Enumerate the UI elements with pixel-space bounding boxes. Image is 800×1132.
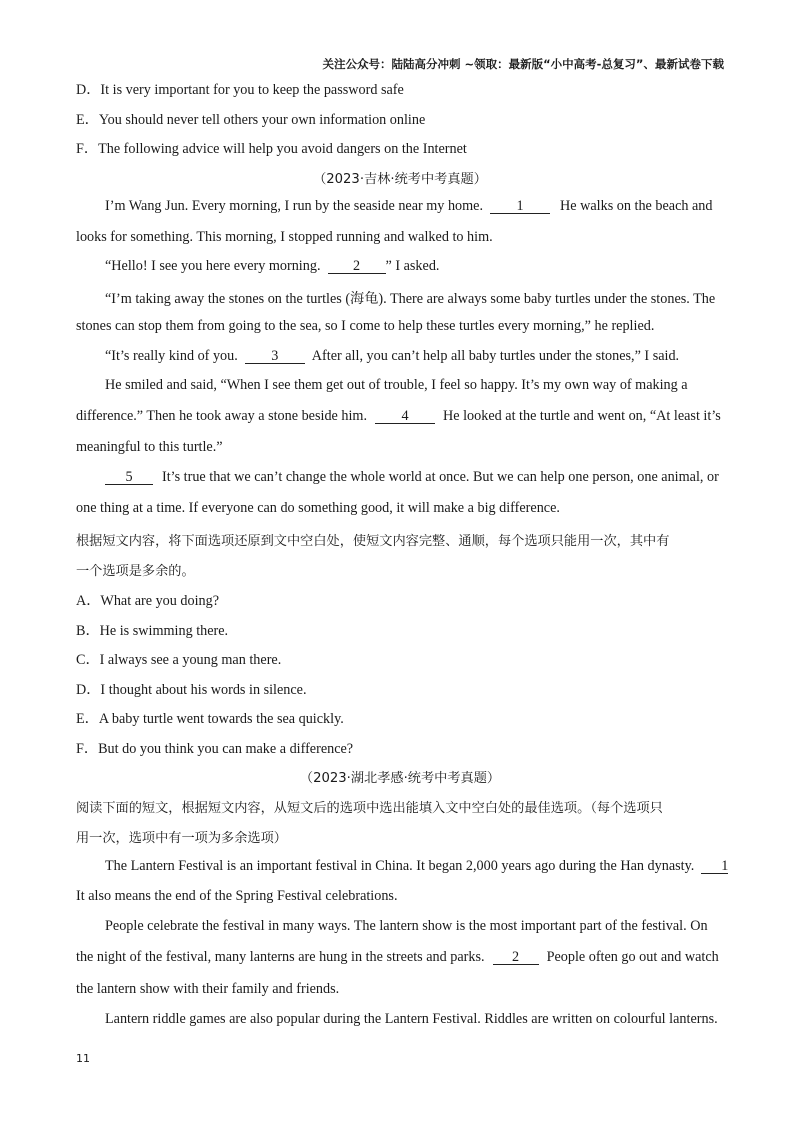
instruction-line: 根据短文内容，将下面选项还原到文中空白处，使短文内容完整、通顺，每个选项只能用一次，其中有 [76,534,670,549]
option-e: E．A baby turtle went towards the sea quickly. [76,711,344,727]
paragraph-line: looks for something. This morning, I stopped running and walked to him. [76,229,493,245]
blank-2: 2 [328,259,386,274]
text-span: The Lantern Festival is an important festival in China. It began 2,000 years ago during the Han dynasty. [105,858,695,874]
option-c: C．I always see a young man there. [76,652,282,668]
paragraph-line: People celebrate the festival in many ways. The lantern show is the most important part of the festival. On [105,918,708,934]
blank-3: 3 [245,349,305,364]
option-d: D．I thought about his words in silence. [76,682,307,698]
paragraph-line: He smiled and said, “When I see them get out of trouble, I feel so happy. It’s my own way of making a [105,377,688,393]
text-span: the night of the festival, many lanterns are hung in the streets and parks. [76,949,485,965]
blank-5: 5 [105,470,153,485]
instruction-line: 用一次，选项中有一项为多余选项） [76,831,287,846]
blank-4: 4 [375,409,435,424]
source-label-jilin: （2023·吉林·统考中考真题） [313,172,487,187]
paragraph-line: stones can stop them from going to the sea, so I come to help these turtles every morning,” he replied. [76,318,655,334]
paragraph-line: meaningful to this turtle.” [76,439,223,455]
paragraph-line [76,408,721,425]
page-number: 11 [76,1052,90,1065]
blank-1: 1 [701,859,728,874]
paragraph-line [105,469,719,486]
instruction-line: 阅读下面的短文，根据短文内容，从短文后的选项中选出能填入文中空白处的最佳选项。（每个选项只 [76,801,663,816]
blank-1: 1 [490,199,550,214]
text-span: “Hello! I see you here every morning. [105,258,321,274]
text-span: People often go out and watch [546,949,719,965]
text-span: He walks on the beach and [560,198,713,214]
instruction-line: 一个选项是多余的。 [76,564,195,579]
text-span: “It’s really kind of you. [105,348,238,364]
paragraph-line [76,949,719,966]
paragraph-line [105,858,728,875]
paragraph-line: Lantern riddle games are also popular during the Lantern Festival. Riddles are written on colourful lanterns. [105,1011,718,1027]
option-a: A．What are you doing? [76,593,220,609]
blank-2: 2 [493,950,539,965]
paragraph-line: It also means the end of the Spring Festival celebrations. [76,888,398,904]
option-f-prev: F．The following advice will help you avoid dangers on the Internet [76,141,467,157]
source-label-hubei: （2023·湖北孝感·统考中考真题） [299,771,501,786]
paragraph-line: “I’m taking away the stones on the turtles (海龟). There are always some baby turtles under the stones. The [105,291,716,307]
paragraph-line [105,348,679,365]
text-span: difference.” Then he took away a stone beside him. [76,408,368,424]
paragraph-line: one thing at a time. If everyone can do something good, it will make a big difference. [76,500,560,516]
option-b: B．He is swimming there. [76,623,229,639]
text-span: It’s true that we can’t change the whole world at once. But we can help one person, one animal, or [162,469,719,485]
paragraph-line: the lantern show with their family and friends. [76,981,340,997]
page-header: 关注公众号：陆陆高分冲刺 ~领取：最新版“小中高考-总复习”、最新试卷下载 [322,57,724,71]
text-span: After all, you can’t help all baby turtles under the stones,” I said. [311,348,680,364]
text-span: I’m Wang Jun. Every morning, I run by the seaside near my home. [105,198,484,214]
text-span: He looked at the turtle and went on, “At least it’s [443,408,721,424]
option-f: F．But do you think you can make a difference? [76,741,354,757]
paragraph-line [105,198,713,215]
option-d-prev: D．It is very important for you to keep the password safe [76,82,404,98]
paragraph-line [105,258,439,275]
option-e-prev: E．You should never tell others your own information online [76,112,426,128]
text-span: ” I asked. [385,258,440,274]
